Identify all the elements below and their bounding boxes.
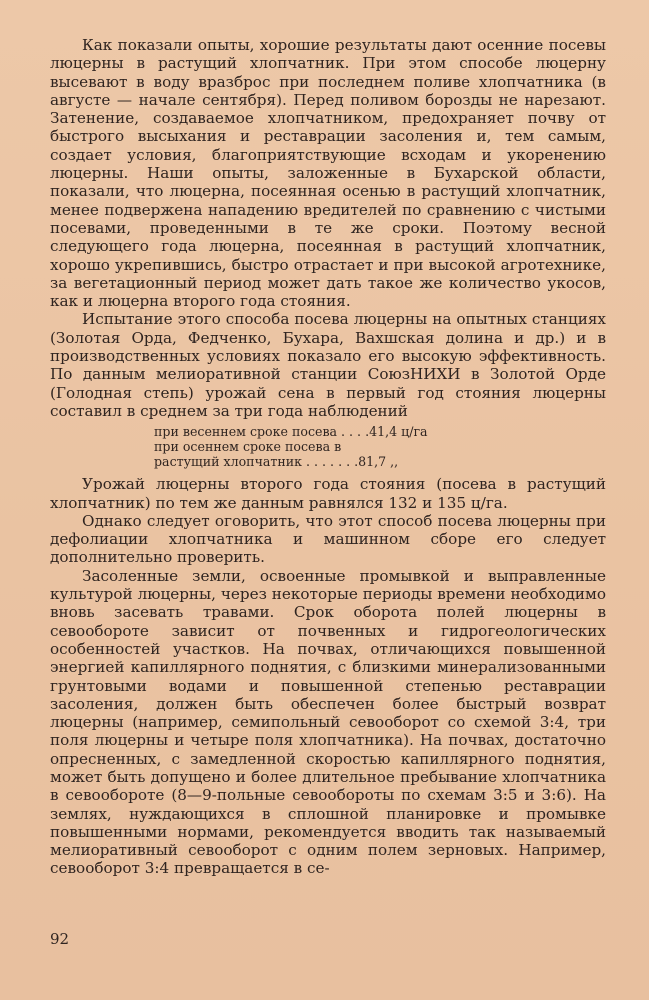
yield-table [154, 424, 606, 469]
page-number: 92 [50, 930, 70, 948]
paragraph: Как показали опыты, хорошие результаты дают осенние посевы люцерны в растущий хлопчатник. При этом способе люцерну высевают в воду вразброс при последнем поливе хлопчатника (в августе — начале сентября). Перед поливом борозды не нарезают. Затенение, создаваемое хлопчатником, предохраняет почву от быстрого высыхания и реставрации засоления и, тем самым, создает условия, благоприятствующие всходам и укоренению люцерны. Наши опыты, заложенные в Бухарской области, показали, что люцерна, посеянная осенью в растущий хлопчатник, менее подвержена нападению вредителей по сравнению с чистыми посевами, проведенными в те же сроки. Поэтому весной следующего года люцерна, посеянная в растущий хлопчатник, хорошо укрепившись, быстро отрастает и при высокой агротехнике, за вегетационный период может дать такое же количество укосов, как и люцерна второго года стояния. [50, 36, 606, 311]
body-text [50, 36, 606, 878]
paragraph: Засоленные земли, освоенные промывкой и выправленные культурой люцерны, через некоторые периоды времени необходимо вновь засевать травами. Срок оборота полей люцерны в севообороте зависит от почвенных и гидрогеологических особенностей участков. На почвах, отличающихся повышенной энергией капиллярного поднятия, с близкими минерализованными грунтовыми водами и повышенной степенью реставрации засоления, должен быть обеспечен более быстрый возврат люцерны (например, семипольный севооборот со схемой 3:4, три поля люцерны и четыре поля хлопчатника). На почвах, достаточно опресненных, с замедленной скоростью капиллярного поднятия, может быть допущено и более длительное пребывание хлопчатника в севообороте (8—9-польные севообороты по схемам 3:5 и 3:6). На землях, нуждающихся в сплошной планировке и промывке повышенными нормами, рекомендуется вводить так называемый мелиоративный севооборот с одним полем зерновых. Например, севооборот 3:4 превращается в се- [50, 566, 606, 878]
yield-row-spring: при весеннем сроке посева . . . .41,4 ц/га [154, 424, 428, 440]
paragraph: Урожай люцерны второго года стояния (посева в растущий хлопчатник) по тем же данным равнялся 132 и 135 ц/га. [50, 475, 606, 512]
yield-row-autumn-cont: растущий хлопчатник . . . . . . .81,7 ,, [154, 454, 399, 470]
yield-row-autumn: при осеннем сроке посева в [154, 439, 342, 455]
paragraph: Испытание этого способа посева люцерны на опытных станциях (Золотая Орда, Федченко, Бухара, Вахшская долина и др.) и в производственных условиях показало его высокую эффективность. По данным мелиоративной станции СоюзНИХИ в Золотой Орде (Голодная степь) урожай сена в первый год стояния люцерны составил в среднем за три года наблюдений [50, 310, 606, 420]
paragraph: Однако следует оговорить, что этот способ посева люцерны при дефолиации хлопчатника и машинном сборе его следует дополнительно проверить. [50, 511, 606, 567]
